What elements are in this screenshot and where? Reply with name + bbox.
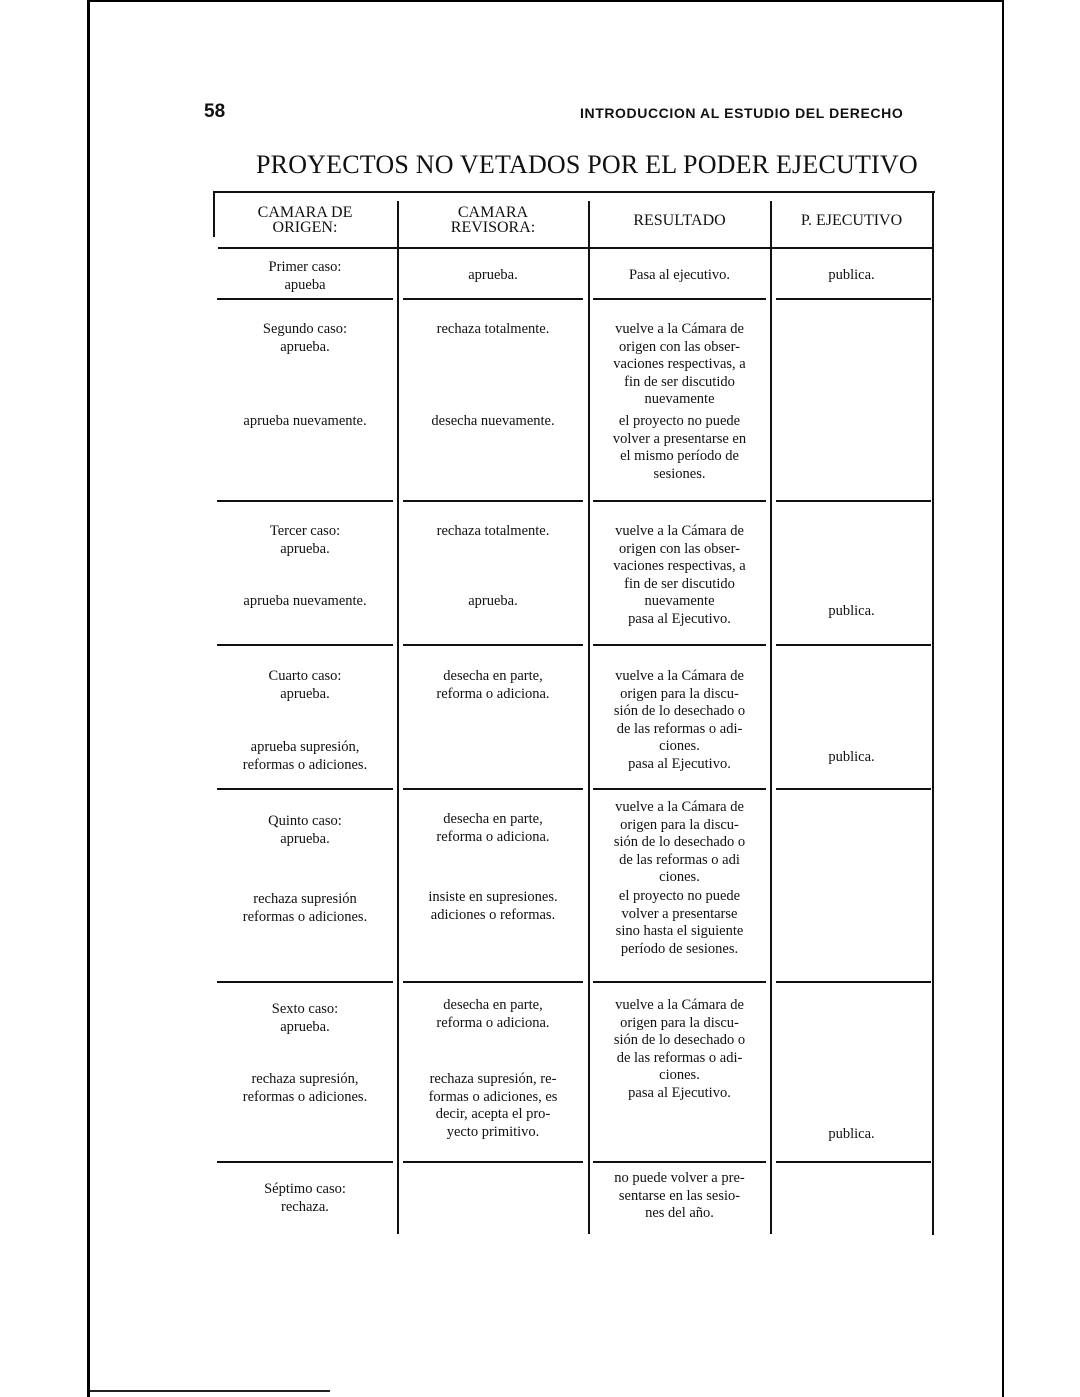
page-edge-bottom (90, 1390, 330, 1392)
cell-text-line: ciones. (659, 1067, 700, 1083)
cell-text-line: Cuarto caso: (268, 668, 342, 684)
scan-margin (0, 0, 87, 1397)
cell-text-line: Pasa al ejecutivo. (628, 267, 731, 283)
cell-text-line: sión de lo desechado o (613, 703, 746, 719)
cell-text-line: rechaza supresión (253, 891, 357, 907)
resultado-first-outcome (589, 523, 770, 611)
header-rule (218, 247, 932, 249)
row-separator (403, 500, 583, 502)
cell-text-line: aprueba supresión, (250, 739, 360, 755)
header-revisora-line: REVISORA: (450, 219, 536, 236)
resultado-first-outcome (589, 997, 770, 1085)
row-separator (593, 644, 766, 646)
resultado-first-outcome (589, 1170, 770, 1223)
header-camara-origen (213, 205, 397, 235)
origen-case-label (213, 523, 397, 558)
cell-text-line: desecha en parte, (443, 811, 543, 827)
resultado-second-outcome (589, 1085, 770, 1103)
cell-text-line: apueba (284, 276, 326, 293)
origen-second-action (213, 891, 397, 926)
cell-text-line: vuelve a la Cámara de (615, 997, 744, 1013)
column-rule-right (932, 191, 934, 1235)
cell-text-line: rechaza. (281, 1198, 329, 1215)
cell-text-line: vaciones respectivas, a (613, 356, 746, 372)
cell-text-line: yecto primitivo. (446, 1123, 540, 1140)
revisora-first-action (398, 267, 588, 285)
cell-text-line: vuelve a la Cámara de (615, 523, 744, 539)
cell-text-line: reformas o adiciones. (242, 908, 368, 925)
cell-text-line: origen con las obser- (619, 540, 740, 557)
cell-text-line: aprueba. (280, 830, 330, 847)
row-separator (403, 1161, 583, 1163)
revisora-second-action (398, 889, 588, 924)
cell-text-line: Tercer caso: (269, 523, 341, 539)
row-separator (776, 298, 931, 300)
cell-text-line: reformas o adiciones. (242, 1088, 368, 1105)
legislative-table (213, 191, 935, 1235)
origen-second-action (213, 739, 397, 774)
header-camara-revisora (398, 205, 588, 235)
resultado-first-outcome (589, 799, 770, 887)
cell-text-line: rechaza supresión, re- (429, 1071, 557, 1087)
page-edge-top (87, 0, 1003, 2)
resultado-first-outcome (589, 321, 770, 409)
cell-text-line: vuelve a la Cámara de (615, 321, 744, 337)
row-separator (403, 644, 583, 646)
cell-text-line: aprueba. (280, 1018, 330, 1035)
row-separator (217, 981, 393, 983)
row-separator (593, 981, 766, 983)
cell-text-line: ciones. (659, 738, 700, 754)
cell-text-line: origen con las obser- (619, 338, 740, 355)
origen-second-action (213, 593, 397, 611)
cell-text-line: rechaza supresión, (251, 1071, 359, 1087)
header-poder-ejecutivo: P. EJECUTIVO (800, 212, 903, 229)
cell-text-line: desecha nuevamente. (431, 413, 555, 429)
cell-text-line: desecha en parte, (443, 668, 543, 684)
cell-text-line: aprueba nuevamente. (243, 413, 367, 429)
row-separator (217, 500, 393, 502)
ejecutivo-action: publica. (828, 1126, 875, 1142)
origen-case-label (213, 321, 397, 356)
cell-text-line: vuelve a la Cámara de (615, 668, 744, 684)
cell-text-line: sentarse en las sesio- (618, 1187, 741, 1204)
cell-text-line: de las reformas o adi- (616, 720, 743, 737)
cell-text-line: de las reformas o adi (619, 851, 740, 868)
cell-text-line: no puede volver a pre- (614, 1170, 745, 1186)
row-separator (776, 500, 931, 502)
cell-text-line: período de sesiones. (620, 940, 739, 957)
cell-text-line: fin de ser discutido (624, 575, 735, 592)
cell-text-line: vaciones respectivas, a (613, 558, 746, 574)
cell-text-line: decir, acepta el pro- (435, 1106, 551, 1122)
origen-second-action (213, 1071, 397, 1106)
resultado-first-outcome (589, 668, 770, 756)
cell-text-line: sesiones. (653, 465, 706, 482)
cell-text-line: aprueba nuevamente. (243, 593, 367, 609)
cell-text-line: nuevamente (644, 593, 715, 609)
cell-text-line: Séptimo caso: (264, 1181, 346, 1197)
table-border-top (213, 191, 935, 193)
row-separator (403, 298, 583, 300)
cell-text-line: sión de lo desechado o (613, 834, 746, 850)
header-revisora-line: CAMARA (457, 204, 529, 221)
row-separator (593, 298, 766, 300)
row-separator (403, 788, 583, 790)
cell-text-line: aprueba. (468, 593, 518, 609)
header-origen-line: CAMARA DE (257, 204, 353, 221)
cell-text-line: pasa al Ejecutivo. (628, 756, 731, 772)
row-separator (593, 1161, 766, 1163)
cell-text-line: aprueba. (280, 685, 330, 702)
row-separator (403, 981, 583, 983)
row-separator (217, 644, 393, 646)
cell-text-line: el proyecto no puede (618, 413, 741, 429)
ejecutivo-action: publica. (828, 267, 875, 283)
row-separator (593, 788, 766, 790)
origen-case-label (213, 259, 397, 294)
cell-text-line: fin de ser discutido (624, 373, 735, 390)
cell-text-line: reforma o adiciona. (436, 1014, 550, 1031)
revisora-first-action (398, 997, 588, 1032)
cell-text-line: de las reformas o adi- (616, 1049, 743, 1066)
revisora-second-action (398, 593, 588, 611)
resultado-first-outcome (589, 267, 770, 285)
cell-text-line: reforma o adiciona. (436, 828, 550, 845)
cell-text-line: rechaza totalmente. (436, 523, 550, 539)
cell-text-line: Segundo caso: (262, 321, 348, 337)
row-separator (776, 788, 931, 790)
origen-case-label (213, 813, 397, 848)
header-origen-line: ORIGEN: (272, 219, 338, 236)
cell-text-line: desecha en parte, (443, 997, 543, 1013)
origen-case-label (213, 668, 397, 703)
revisora-first-action (398, 811, 588, 846)
row-separator (217, 788, 393, 790)
cell-text-line: aprueba. (280, 338, 330, 355)
cell-text-line: aprueba. (280, 540, 330, 557)
page-title: PROYECTOS NO VETADOS POR EL PODER EJECUTIVO (256, 150, 918, 179)
cell-text-line: volver a presentarse en (612, 430, 747, 447)
origen-second-action (213, 413, 397, 431)
cell-text-line: origen para la discu- (620, 1014, 739, 1031)
cell-text-line: origen para la discu- (620, 816, 739, 833)
page-edge-left (87, 0, 90, 1397)
revisora-first-action (398, 321, 588, 339)
cell-text-line: Sexto caso: (271, 1001, 339, 1017)
cell-text-line: insiste en supresiones. (428, 889, 558, 905)
cell-text-line: Quinto caso: (268, 813, 342, 829)
origen-case-label (213, 1001, 397, 1036)
row-separator (776, 1161, 931, 1163)
cell-text-line: Primer caso: (268, 259, 342, 275)
revisora-second-action (398, 413, 588, 431)
cell-text-line: rechaza totalmente. (436, 321, 550, 337)
resultado-second-outcome (589, 611, 770, 629)
cell-text-line: reforma o adiciona. (436, 685, 550, 702)
row-separator (776, 981, 931, 983)
revisora-second-action (398, 1071, 588, 1141)
cell-text-line: volver a presentarse (621, 905, 738, 922)
resultado-second-outcome (589, 888, 770, 958)
cell-text-line: el proyecto no puede (618, 888, 741, 904)
cell-text-line: pasa al Ejecutivo. (628, 1085, 731, 1101)
page-edge-right (1002, 0, 1004, 1397)
row-separator (217, 1161, 393, 1163)
cell-text-line: adiciones o reformas. (430, 906, 556, 923)
header-resultado: RESULTADO (633, 212, 726, 229)
cell-text-line: nuevamente (644, 391, 715, 407)
cell-text-line: reformas o adiciones. (242, 756, 368, 773)
resultado-second-outcome (589, 756, 770, 774)
revisora-first-action (398, 668, 588, 703)
cell-text-line: nes del año. (645, 1205, 714, 1221)
origen-case-label (213, 1181, 397, 1216)
cell-text-line: aprueba. (468, 267, 518, 283)
cell-text-line: ciones. (659, 869, 700, 885)
cell-text-line: formas o adiciones, es (428, 1088, 558, 1105)
cell-text-line: vuelve a la Cámara de (615, 799, 744, 815)
revisora-first-action (398, 523, 588, 541)
ejecutivo-action: publica. (828, 603, 875, 619)
cell-text-line: origen para la discu- (620, 685, 739, 702)
cell-text-line: sino hasta el siguiente (615, 923, 744, 939)
cell-text-line: pasa al Ejecutivo. (628, 611, 731, 627)
row-separator (217, 298, 393, 300)
row-separator (593, 500, 766, 502)
ejecutivo-action: publica. (828, 749, 875, 765)
column-rule-3 (770, 201, 772, 1234)
cell-text-line: sión de lo desechado o (613, 1032, 746, 1048)
row-separator (776, 644, 931, 646)
cell-text-line: el mismo período de (620, 448, 739, 464)
page-number: 58 (204, 101, 226, 122)
resultado-second-outcome (589, 413, 770, 483)
running-head: INTRODUCCION AL ESTUDIO DEL DERECHO (580, 105, 904, 121)
